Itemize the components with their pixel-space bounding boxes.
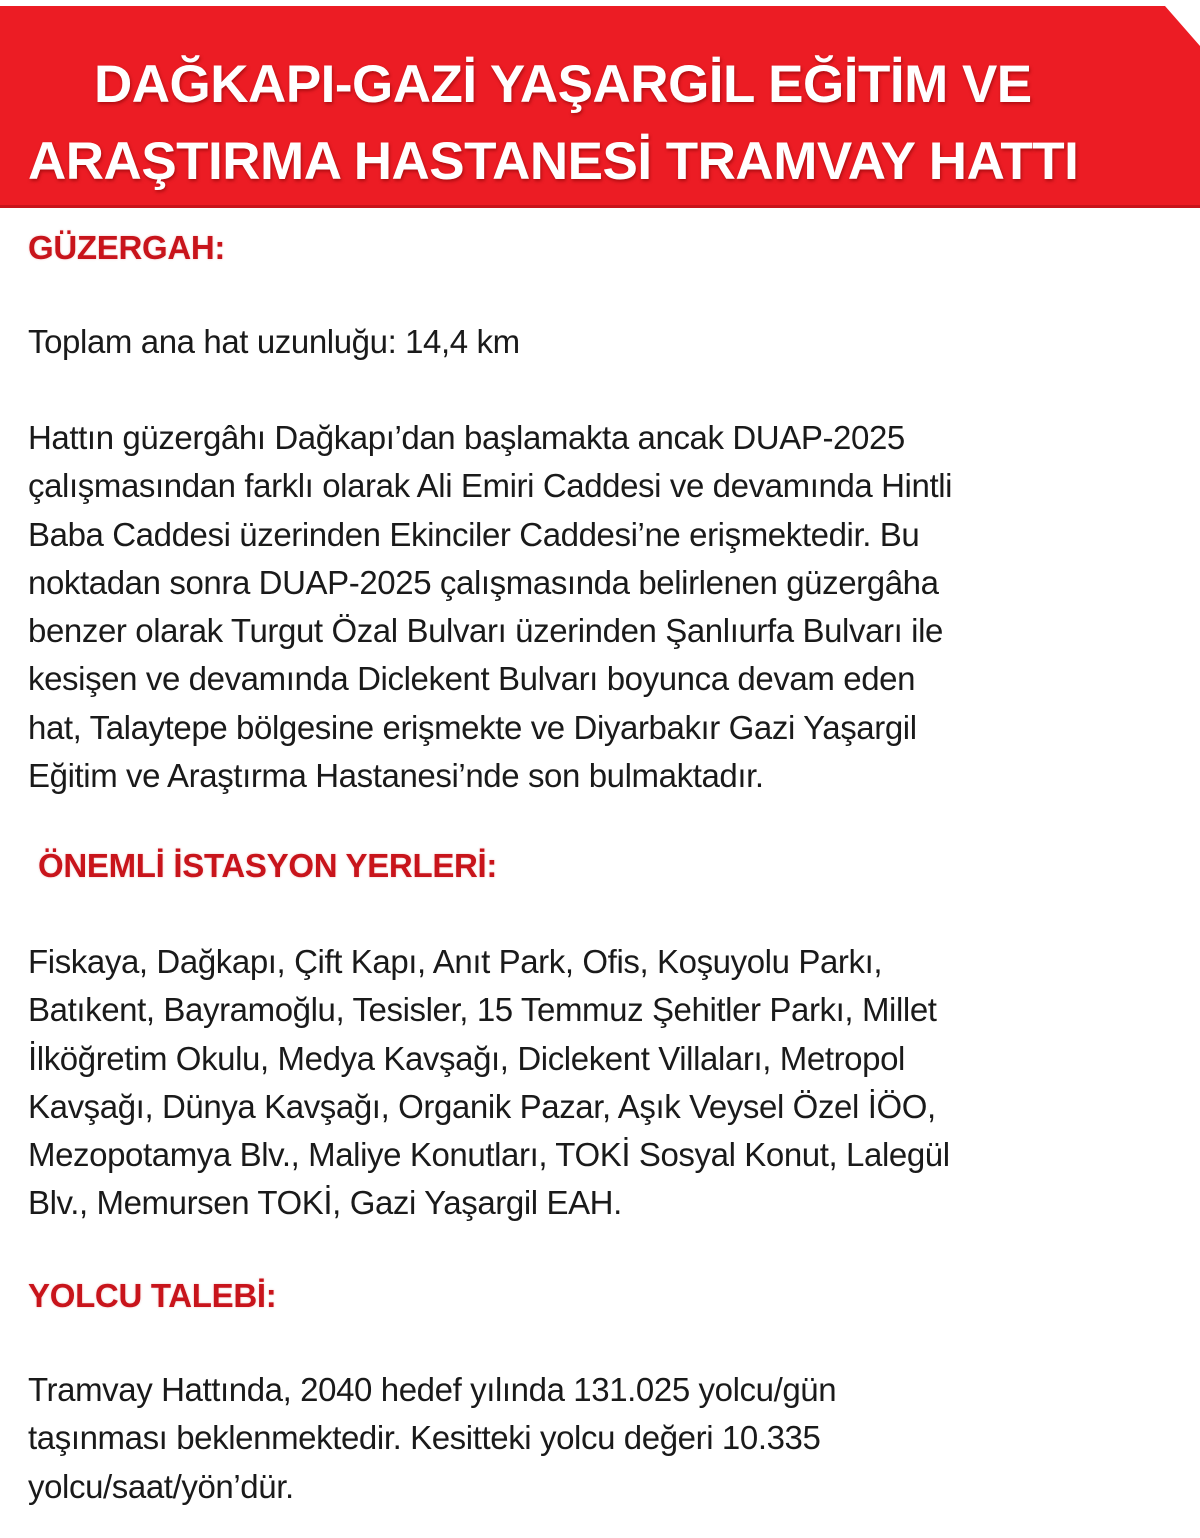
- stations-line: Mezopotamya Blv., Maliye Konutları, TOKİ Sosyal Konut, Lalegül: [28, 1136, 950, 1174]
- demand-line: Tramvay Hattında, 2040 hedef yılında 131.025 yolcu/gün: [28, 1371, 837, 1408]
- page-title-line-2: ARAŞTIRMA HASTANESİ TRAMVAY HATTI: [28, 132, 1079, 191]
- total-length-text: [28, 318, 1178, 366]
- page-title: [28, 46, 1178, 200]
- stations-list: [28, 938, 1178, 1228]
- stations-line: Batıkent, Bayramoğlu, Tesisler, 15 Temmuz Şehitler Parkı, Millet: [28, 991, 937, 1029]
- route-description-line: noktadan sonra DUAP-2025 çalışmasında belirlenen güzergâha: [28, 563, 939, 601]
- route-description-line: Eğitim ve Araştırma Hastanesi’nde son bulmaktadır.: [28, 757, 764, 795]
- demand-line: yolcu/saat/yön’dür.: [28, 1467, 294, 1505]
- demand-heading: YOLCU TALEBİ:: [28, 1277, 277, 1314]
- stations-line: Kavşağı, Dünya Kavşağı, Organik Pazar, Aşık Veysel Özel İÖO,: [28, 1087, 936, 1125]
- route-description-line: hat, Talaytepe bölgesine erişmekte ve Diyarbakır Gazi Yaşargil: [28, 708, 917, 746]
- stations-line: Blv., Memursen TOKİ, Gazi Yaşargil EAH.: [28, 1184, 622, 1222]
- route-description: [28, 414, 1178, 800]
- route-description-line: çalışmasından farklı olarak Ali Emiri Caddesi ve devamında Hintli: [28, 467, 953, 505]
- demand-text: [28, 1366, 1178, 1511]
- stations-line: Fiskaya, Dağkapı, Çift Kapı, Anıt Park, Ofis, Koşuyolu Parkı,: [28, 943, 883, 980]
- route-description-line: Baba Caddesi üzerinden Ekinciler Caddesi’ne erişmektedir. Bu: [28, 515, 920, 553]
- stations-heading: ÖNEMLİ İSTASYON YERLERİ:: [38, 847, 498, 884]
- route-description-line: kesişen ve devamında Diclekent Bulvarı boyunca devam eden: [28, 660, 916, 698]
- total-length-line: Toplam ana hat uzunluğu: 14,4 km: [28, 323, 520, 360]
- stations-line: İlköğretim Okulu, Medya Kavşağı, Diclekent Villaları, Metropol: [28, 1039, 905, 1077]
- demand-line: taşınması beklenmektedir. Kesitteki yolcu değeri 10.335: [28, 1419, 821, 1457]
- page-title-line-1: DAĞKAPI-GAZİ YAŞARGİL EĞİTİM VE: [94, 55, 1032, 114]
- route-description-line: benzer olarak Turgut Özal Bulvarı üzerinden Şanlıurfa Bulvarı ile: [28, 612, 943, 650]
- route-description-line: Hattın güzergâhı Dağkapı’dan başlamakta ancak DUAP-2025: [28, 419, 905, 456]
- route-heading: GÜZERGAH:: [28, 229, 226, 266]
